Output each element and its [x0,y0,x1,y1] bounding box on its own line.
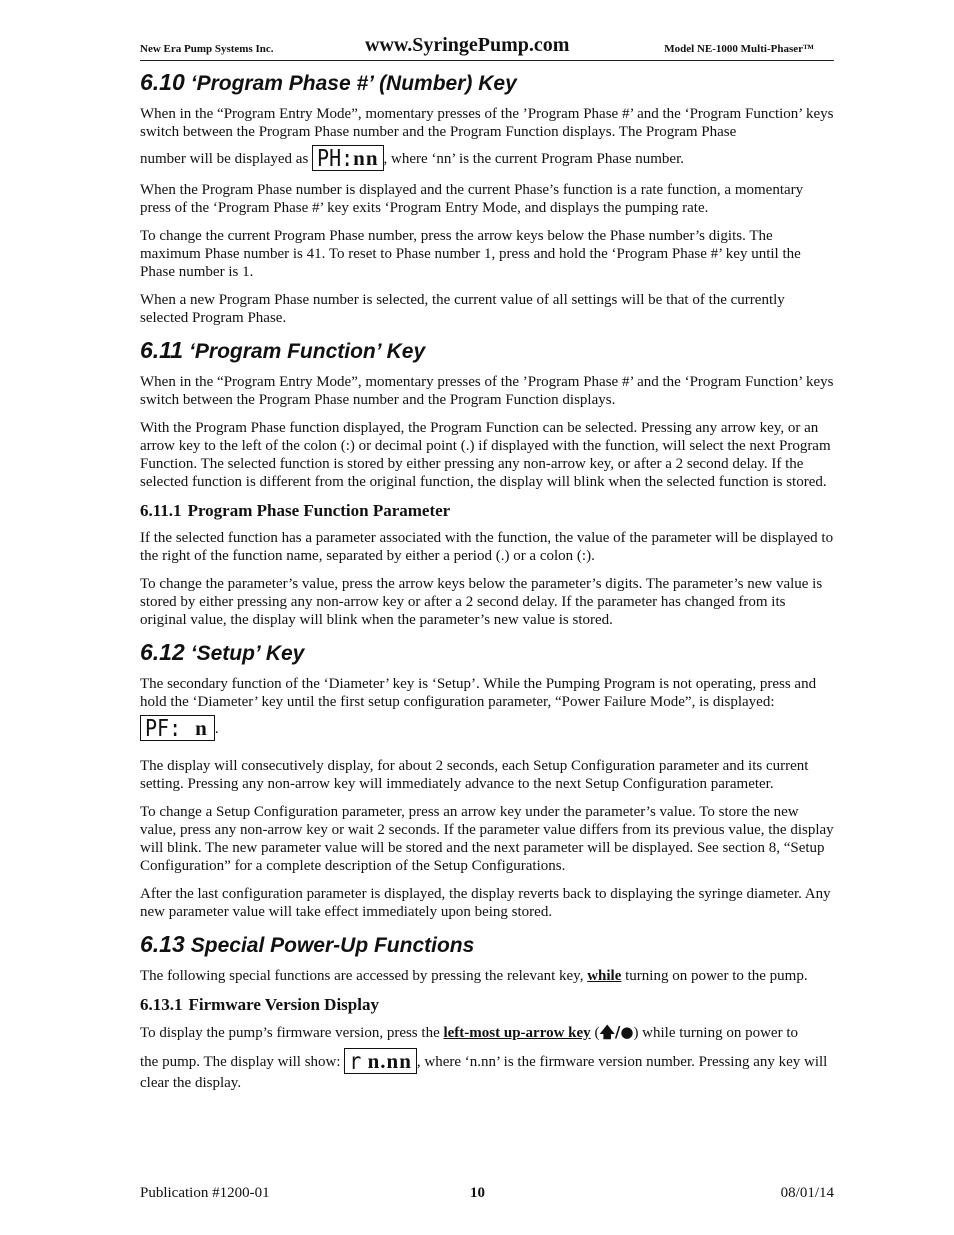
paragraph: When a new Program Phase number is selected, the current value of all settings will be that of the currently selected Program Phase. [140,292,785,326]
lcd-value: nn [353,146,379,170]
paragraph: To change the current Program Phase number, press the arrow keys below the Phase number’s digits. The maximum Phase number is 41. To reset to Phase number 1, press and hold the ‘Program Phase #’ key until the Phase number is 1. [140,228,801,280]
page-footer [140,1185,834,1205]
paragraph [140,105,834,141]
paragraph-text: The secondary function of the ‘Diameter’ key is ‘Setup’. While the Pumping Program is not operating, press and hold the ‘Diameter’ key until the first setup configuration parameter, “Power Failure Mode”, is displayed: [140,676,817,710]
lcd-display-power-failure [140,715,215,741]
paragraph-text: , where ‘nn’ is the current Program Phase number. [383,151,684,167]
section-title: Special Power-Up Functions [190,934,475,957]
section-title: Firmware Version Display [188,995,379,1014]
lcd-segment-text: r [349,1047,362,1075]
website-link[interactable]: www.SyringePump.com [365,34,570,56]
paragraph-text: , where ‘n.nn’ is the firmware version number. Pressing any key will clear the display. [140,1054,828,1091]
paragraph-text: . [214,721,219,737]
section-6-13-heading [140,931,834,958]
paragraph [140,967,834,985]
section-title: Program Phase Function Parameter [187,501,451,520]
section-6-11-heading [140,337,834,364]
emphasis-while: while [587,968,622,984]
section-6-11-1-heading [140,501,834,521]
lcd-value: n.nn [361,1049,412,1073]
model-name: Model NE-1000 Multi-Phaser™ [664,43,814,55]
paragraph: With the Program Phase function displayed, the Program Function can be selected. Pressing any arrow key, or an arrow key to the left of the colon (:) or decimal point (.) if displayed with the function, will select the next Program Function. The selected function is stored by either pressing any non-arrow key, or after a 2 second delay. If the selected function is different from the original function, the display will blink when the selected function is stored. [140,420,831,490]
lcd-display-phase [312,145,383,171]
section-6-12-heading [140,639,834,666]
paragraph-text: the pump. The display will show: [140,1054,345,1070]
paragraph: After the last configuration parameter is displayed, the display reverts back to displaying the syringe diameter. Any new parameter value will take effect immediately upon being stored. [140,886,831,920]
section-6-10-heading [140,69,834,96]
paragraph-text: To display the pump’s firmware version, press the [140,1025,444,1041]
company-name: New Era Pump Systems Inc. [140,43,274,55]
paragraph [140,1048,834,1092]
paragraph: To change the parameter’s value, press the arrow keys below the parameter’s digits. The parameter’s new value is stored by either pressing any non-arrow key or after a 2 second delay. If the parameter has changed from its original value, the display will blink when the parameter’s new value is stored. [140,576,823,628]
up-arrow-dot-icon: 🡅/● [599,1023,634,1041]
section-title: ‘Program Function’ Key [189,340,426,363]
paragraph-text: number will be displayed as [140,151,313,167]
emphasis-key-name: left-most up-arrow key [443,1025,591,1041]
paragraph-text: The following special functions are accessed by pressing the relevant key, [140,968,588,984]
page-number: 10 [470,1185,485,1201]
publication-date: 08/01/14 [780,1185,834,1201]
lcd-segment-text: PH: [317,144,354,172]
paragraph [140,715,834,741]
paragraph-text: When in the “Program Entry Mode”, momentary presses of the ’Program Phase #’ and the ‘Program Function’ keys switch between the Program Phase number and the Program Function displays. The Program Phase [140,106,834,140]
paragraph: To change a Setup Configuration parameter, press an arrow key under the parameter’s value. To store the new value, press any non-arrow key or wait 2 seconds. If the parameter value differs from its previous value, the display will blink. The new parameter value will be stored and the next parameter will be displayed. See section 8, “Setup Configuration” for a complete description of the Setup Configurations. [140,804,834,874]
lcd-value: n [195,716,208,740]
paragraph-text: turning on power to the pump. [621,968,808,984]
paragraph: The display will consecutively display, for about 2 seconds, each Setup Configuration parameter and its current setting. Pressing any non-arrow key will immediately advance to the next Setup Configuration parameter. [140,758,809,792]
document-page [140,30,834,1102]
paragraph-text: ) while turning on power to [633,1025,798,1041]
paragraph: If the selected function has a parameter associated with the function, the value of the parameter will be displayed to the right of the function name, separated by either a period (.) or a colon (:). [140,530,834,564]
section-title: ‘Setup’ Key [190,642,305,665]
section-title: ‘Program Phase #’ (Number) Key [190,72,517,95]
paragraph [140,145,834,171]
section-number: 6.10 [140,69,185,95]
section-number: 6.13 [140,931,185,957]
paragraph-text: ( [590,1025,600,1041]
lcd-segment-text: PF: [145,714,182,742]
paragraph [140,1023,834,1042]
section-number: 6.12 [140,639,185,665]
paragraph: When the Program Phase number is displayed and the current Phase’s function is a rate function, a momentary press of the ‘Program Phase #’ key exits ‘Program Entry Mode, and displays the pumping rate. [140,182,804,216]
lcd-display-firmware [344,1048,417,1074]
section-6-13-1-heading [140,995,834,1015]
section-number: 6.11 [140,337,184,363]
section-number: 6.11.1 [140,501,182,520]
publication-number: Publication #1200-01 [140,1185,270,1201]
paragraph [140,675,834,711]
section-number: 6.13.1 [140,995,183,1014]
page-header [140,30,834,61]
paragraph: When in the “Program Entry Mode”, momentary presses of the ’Program Phase #’ and the ‘Program Function’ keys switch between the Program Phase number and the Program Function displays. [140,374,834,408]
